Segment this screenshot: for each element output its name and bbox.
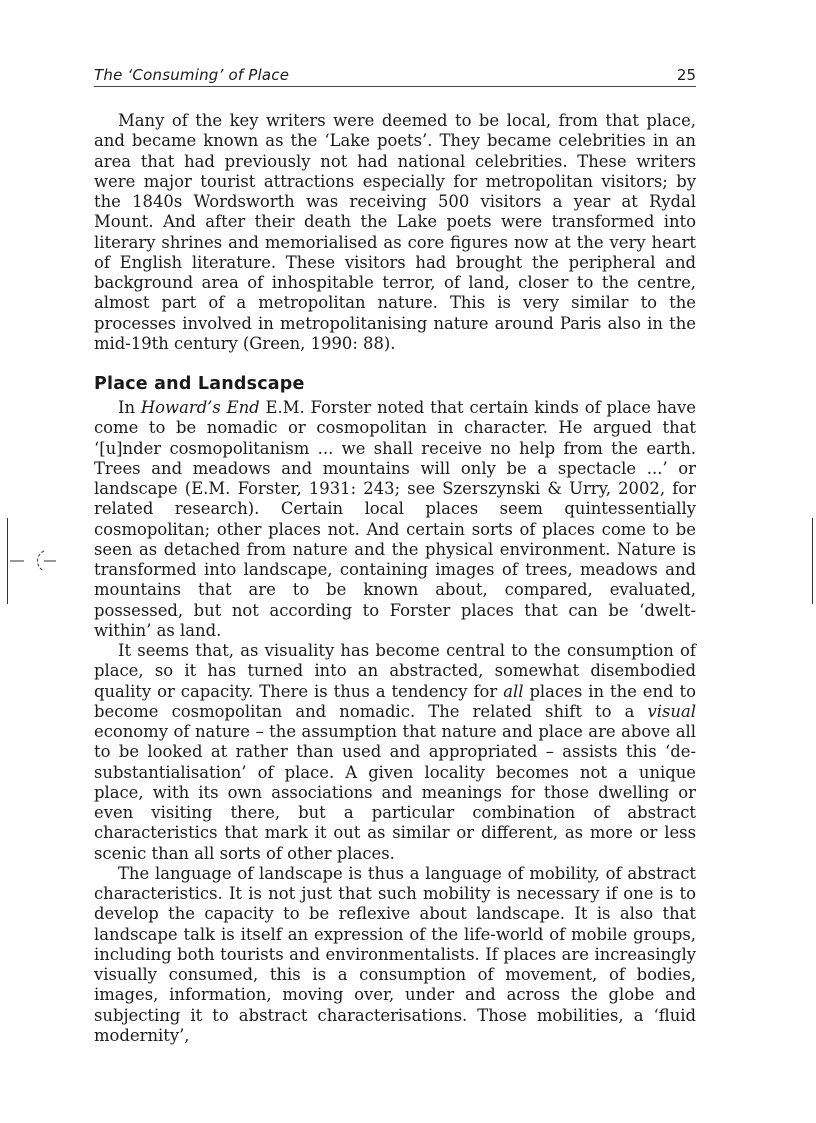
paragraph-visuality-part1: It seems that, as visuality has become central to the consumption of place, so it has turned into an abstracted, somewhat disembodied quality or capacity. There is thus a tendency for	[94, 641, 696, 701]
crop-mark-right	[812, 518, 813, 604]
book-title-howards-end: Howard’s End	[140, 398, 260, 417]
paragraph-lake-poets: Many of the key writers were deemed to be local, from that place, and became known as the ‘Lake poets’. They became celebrities in an area that had previously not had national celebrities. These writers were major tourist attractions especially for metropolitan visitors; by the 1840s Wordsworth was receiving 500 visitors a year at Rydal Mount. And after their death the Lake poets were transformed into literary shrines and memorialised as core figures now at the very heart of English literature. These visitors had brought the peripheral and background area of inhospitable terror, of land, closer to the centre, almost part of a metropolitan nature. This is very similar to the processes involved in metropolitanising nature around Paris also in the mid-19th century (Green, 1990: 88).	[94, 111, 696, 353]
paragraph-landscape-language: The language of landscape is thus a language of mobility, of abstract characteristics. It is not just that such mobility is necessary if one is to develop the capacity to be reflexive about landscape. It is also that landscape talk is itself an expression of the life-world of mobile groups, including both tourists and environmentalists. If places are increasingly visually consumed, this is a consumption of movement, of bodies, images, information, moving over, under and across the globe and subjecting it to abstract characterisations. Those mobilities, a ‘fluid modernity’,	[94, 863, 696, 1045]
paragraph-visuality-part2: places in the end to become cosmopolitan and nomadic. The related shift to a	[94, 681, 696, 721]
emphasis-all: all	[503, 681, 524, 701]
book-page	[94, 60, 696, 1046]
section-heading: Place and Landscape	[94, 374, 305, 394]
running-header	[94, 60, 696, 87]
paragraph-visuality	[94, 641, 696, 864]
paragraph-forster-start: In	[118, 398, 141, 417]
paragraph-forster	[94, 398, 696, 641]
paragraph-forster-rest: E.M. Forster noted that certain kinds of place have come to be nomadic or cosmopolitan in character. He argued that ‘[u]nder cosmopolitanism ... we shall receive no help from the earth. Trees and meadows and mountains will only be a spectacle ...’ or landscape (E.M. Forster, 1931: 243; see Szerszynski & Urry, 2002, for related research). Certain local places seem quintessentially cosmopolitan; other places not. And certain sorts of places come to be seen as detached from nature and the physical environment. Nature is transformed into landscape, containing images of trees, meadows and mountains that are to be known about, compared, evaluated, possessed, but not according to Forster places that can be ‘dwelt-within’ as land.	[94, 398, 697, 640]
registration-mark-icon	[4, 546, 64, 576]
running-title: The ‘Consuming’ of Place	[94, 66, 290, 84]
emphasis-visual: visual	[647, 701, 696, 721]
body-text	[94, 111, 696, 1046]
paragraph-visuality-part3: economy of nature – the assumption that nature and place are above all to be looked at rather than used and appropriated – assists this ‘de-substantialisation’ of place. A given locality becomes not a unique place, with its own associations and meanings for those dwelling or even visiting there, but a particular combination of abstract characteristics that mark it out as similar or different, as more or less scenic than all sorts of other places.	[94, 722, 696, 863]
page-number: 25	[676, 66, 696, 84]
